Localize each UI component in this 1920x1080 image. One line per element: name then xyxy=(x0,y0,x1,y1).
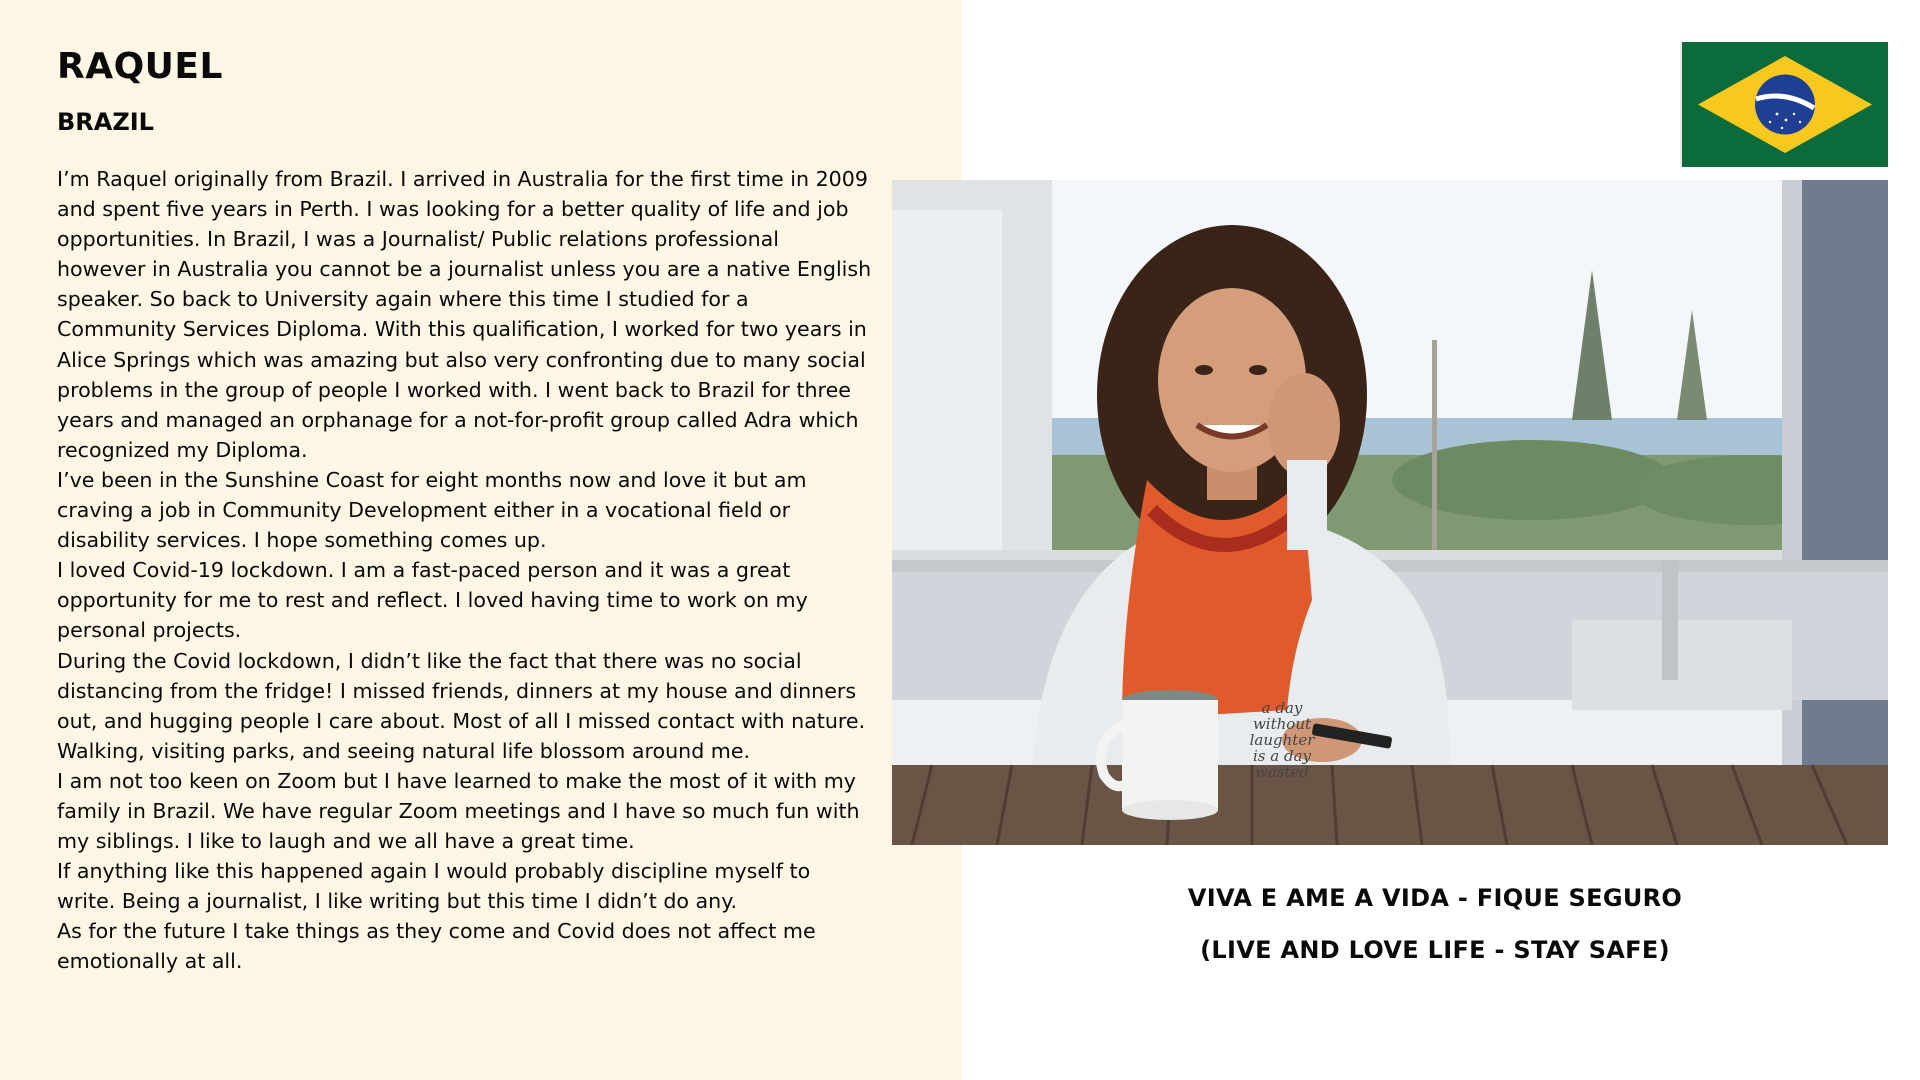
motto-portuguese: VIVA E AME A VIDA - FIQUE SEGURO xyxy=(1187,884,1683,912)
bio-paragraph: I’m Raquel originally from Brazil. I arrived in Australia for the first time in 2009 and spent five years in Perth. I was looking for a better quality of life and job opportunities. In Brazil, I was a Journalist/ Public relations professional however in Australia you cannot be a journalist unless you are a native English speaker. So back to University again where this time I studied for a Community Services Diploma. With this qualification, I worked for two years in Alice Springs which was amazing but also very confronting due to many social problems in the group of people I worked with. I went back to Brazil for three years and managed an orphanage for a not-for-profit group called Adra which recognized my Diploma. xyxy=(57,167,872,462)
mug-text-line: laughter xyxy=(1249,731,1315,749)
person-country: BRAZIL xyxy=(57,108,154,136)
person-name: RAQUEL xyxy=(57,46,223,87)
mug-text-line: wasted xyxy=(1255,763,1309,781)
bio-paragraph: I loved Covid-19 lockdown. I am a fast-paced person and it was a great opportunity for me to rest and reflect. I loved having time to work on my personal projects. xyxy=(57,558,808,643)
mug-text-line: a day xyxy=(1261,699,1303,717)
mug-text-line: without xyxy=(1252,715,1312,733)
bio-paragraph: I am not too keen on Zoom but I have learned to make the most of it with my family in Brazil. We have regular Zoom meetings and I have so much fun with my siblings. I like to laugh and we all have a great time. xyxy=(57,768,860,854)
portrait-photo xyxy=(892,180,1888,845)
bio-paragraph: During the Covid lockdown, I didn’t like the fact that there was no social distancing from the fridge! I missed friends, dinners at my house and dinners out, and hugging people I care about. Most of all I missed contact with nature. Walking, visiting parks, and seeing natural life blossom around me. xyxy=(57,648,866,763)
motto-english: (LIVE AND LOVE LIFE - STAY SAFE) xyxy=(1200,936,1670,964)
mug-text-line: is a day xyxy=(1253,747,1311,765)
bio-paragraph: I’ve been in the Sunshine Coast for eight months now and love it but am craving a job in Community Development either in a vocational field or disability services. I hope something comes up. xyxy=(57,467,807,553)
brazil-flag-icon xyxy=(1682,42,1888,167)
bio-paragraph: If anything like this happened again I would probably discipline myself to write. Being a journalist, I like writing but this time I didn’t do any. xyxy=(57,859,811,914)
mug-text xyxy=(1234,700,1330,780)
bio-text xyxy=(57,164,872,977)
bio-paragraph: As for the future I take things as they come and Covid does not affect me emotionally at all. xyxy=(57,919,816,974)
